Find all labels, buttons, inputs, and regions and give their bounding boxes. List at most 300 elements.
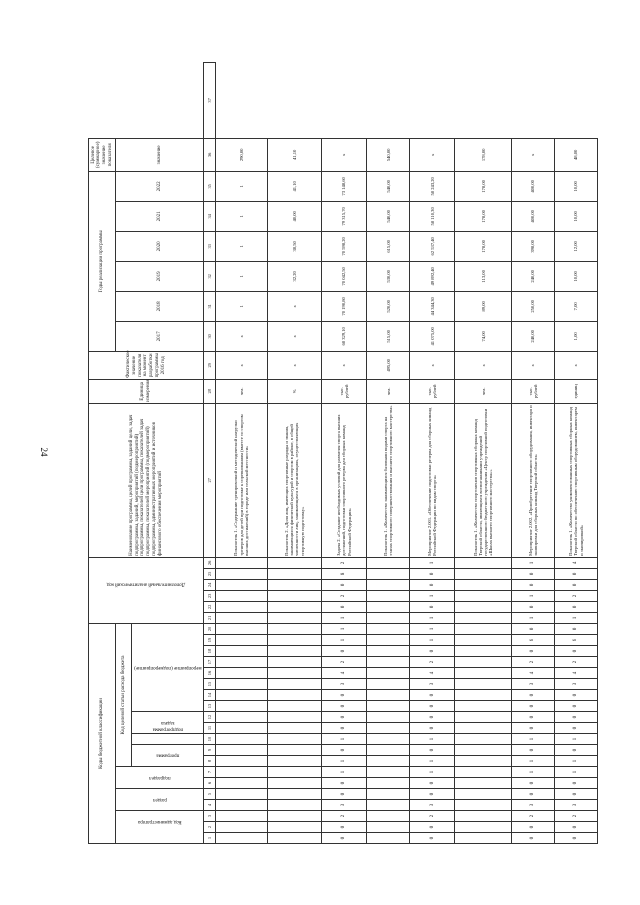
code-digit	[215, 657, 267, 668]
header-event-text: мероприятие (подмероприятие)	[133, 665, 202, 671]
code-digit	[455, 745, 512, 756]
code-digit: 1	[554, 612, 597, 623]
code-digit: 0	[410, 701, 455, 712]
year-value: х	[267, 291, 321, 321]
code-digit: 0	[321, 789, 366, 800]
code-digit	[455, 756, 512, 767]
column-number: 15	[204, 679, 215, 690]
code-digit	[215, 756, 267, 767]
target-value: 48,00	[554, 138, 597, 171]
year-value: 73 148,60	[321, 171, 366, 201]
year-value: 10,00	[554, 201, 597, 231]
year-value: 1	[215, 231, 267, 261]
code-digit: 1	[410, 756, 455, 767]
target-value: 540,00	[367, 138, 410, 171]
code-digit	[267, 701, 321, 712]
year-value: 40,00	[267, 201, 321, 231]
base-value: х	[215, 351, 267, 379]
code-digit	[267, 767, 321, 778]
base-value: х	[410, 351, 455, 379]
code-digit	[367, 679, 410, 690]
year-value: 44 344,30	[410, 291, 455, 321]
code-digit	[455, 690, 512, 701]
code-digit	[455, 679, 512, 690]
code-digit: 0	[511, 579, 554, 590]
column-number: 20	[204, 623, 215, 634]
code-digit: 1	[410, 557, 455, 568]
code-digit	[455, 767, 512, 778]
column-number: 9	[204, 745, 215, 756]
code-digit	[215, 635, 267, 646]
year-value: 79 315,70	[321, 201, 366, 231]
code-digit: 4	[321, 668, 366, 679]
code-digit	[367, 822, 410, 833]
code-digit	[455, 723, 512, 734]
year-value: 10,00	[554, 171, 597, 201]
code-digit	[215, 734, 267, 745]
code-digit	[267, 778, 321, 789]
year-value: 240,00	[511, 261, 554, 291]
column-number: 8	[204, 756, 215, 767]
year-value: 74,00	[455, 321, 512, 351]
column-number: 37	[204, 63, 215, 139]
year-value: 398,00	[511, 231, 554, 261]
code-digit: 0	[511, 712, 554, 723]
code-digit	[215, 789, 267, 800]
column-number: 14	[204, 690, 215, 701]
code-digit: 0	[410, 568, 455, 579]
target-value: х	[321, 138, 366, 171]
column-number: 6	[204, 778, 215, 789]
code-digit	[215, 612, 267, 623]
indicator-name: Показатель 1. «Количество занимающихся базовыми видами спорта на этапах спортивного совершенствования и высшего спортивного мастерства»	[367, 403, 410, 557]
column-number: 16	[204, 668, 215, 679]
code-digit: 3	[511, 679, 554, 690]
base-value: 495,00	[367, 351, 410, 379]
code-digit: 2	[554, 590, 597, 601]
code-digit	[267, 646, 321, 657]
column-number: 7	[204, 767, 215, 778]
column-number: 24	[204, 579, 215, 590]
code-digit: 0	[554, 822, 597, 833]
header-target-article: Код целевой статьи расхода бюджета	[116, 623, 132, 766]
header-base-value: Фактическое значение показателя на момент разработки программы 2016 год	[89, 351, 204, 379]
code-digit: 1	[410, 635, 455, 646]
code-digit	[455, 734, 512, 745]
code-digit: 0	[554, 568, 597, 579]
code-digit	[267, 679, 321, 690]
code-digit: 0	[321, 579, 366, 590]
base-value: х	[554, 351, 597, 379]
year-value: 7,00	[554, 291, 597, 321]
code-digit	[267, 756, 321, 767]
header-section	[116, 789, 204, 811]
code-digit: 2	[410, 657, 455, 668]
column-number: 29	[204, 351, 215, 379]
code-digit	[267, 723, 321, 734]
code-digit	[215, 557, 267, 568]
year-value: 38,50	[267, 231, 321, 261]
code-digit	[215, 723, 267, 734]
code-digit: 0	[321, 601, 366, 612]
table-row	[455, 63, 512, 844]
code-digit	[215, 701, 267, 712]
code-digit	[367, 833, 410, 844]
code-digit: 0	[321, 778, 366, 789]
unit: единиц	[554, 379, 597, 403]
indicator-name: Показатель 2. «Доля лиц, имеющих спортивные разряды и звания, занимающихся физической культурой и спортом в районе, в общей численности лиц, занимающихся в организациях, осуществляющих спортивную подготовку»	[267, 403, 321, 557]
code-digit: 0	[554, 601, 597, 612]
code-digit	[367, 800, 410, 811]
code-digit: 0	[554, 579, 597, 590]
column-number: 2	[204, 822, 215, 833]
year-value: х	[267, 321, 321, 351]
table-row	[215, 63, 267, 844]
column-number: 36	[204, 138, 215, 171]
code-digit	[215, 690, 267, 701]
code-digit: 1	[511, 612, 554, 623]
year-value: 49 892,40	[410, 261, 455, 291]
code-digit: 0	[554, 646, 597, 657]
code-digit: 1	[321, 612, 366, 623]
header-analytic-code-text: Дополнительный аналитический код	[106, 581, 186, 587]
unit: %	[267, 379, 321, 403]
header-event	[131, 623, 203, 711]
code-digit: 1	[321, 734, 366, 745]
year-value: 515,00	[367, 321, 410, 351]
header-program	[131, 745, 203, 767]
code-digit: 0	[511, 822, 554, 833]
column-number: 33	[204, 231, 215, 261]
year-value: 89,00	[455, 291, 512, 321]
column-number: 18	[204, 646, 215, 657]
code-digit	[367, 579, 410, 590]
code-digit	[367, 601, 410, 612]
code-digit: 0	[554, 623, 597, 634]
code-digit	[455, 712, 512, 723]
year-value: 1,00	[554, 321, 597, 351]
program-table	[88, 62, 598, 844]
code-digit	[267, 590, 321, 601]
code-digit: 1	[554, 756, 597, 767]
indicator-name: Показатель 1. «Содержание тренировочной и методической нагрузки тренеров для детей при подготовке к соревнованиям (вместе со спортом высших достижений) в городе или сельской местности»	[215, 403, 267, 557]
header-year-2: 2018	[116, 291, 204, 321]
code-digit	[367, 657, 410, 668]
column-number: 32	[204, 261, 215, 291]
column-number: 27	[204, 403, 215, 557]
indicator-name: Мероприятие 2.002. «Приобретение спортивного оборудования, инвентаря и экипировки для сборных команд Тверской области»	[511, 403, 554, 557]
header-year-5: 2021	[116, 201, 204, 231]
code-digit	[367, 701, 410, 712]
header-year-6: 2022	[116, 171, 204, 201]
code-digit	[367, 745, 410, 756]
code-digit: 3	[321, 800, 366, 811]
year-value: 1	[215, 171, 267, 201]
unit: тыс. рублей	[321, 379, 366, 403]
year-value: 178,00	[455, 231, 512, 261]
code-digit: 6	[511, 635, 554, 646]
code-digit: 0	[410, 745, 455, 756]
column-number: 13	[204, 701, 215, 712]
code-digit: 0	[511, 623, 554, 634]
target-value: 290,00	[215, 138, 267, 171]
column-number: 17	[204, 657, 215, 668]
header-year-4: 2020	[116, 231, 204, 261]
code-digit	[455, 579, 512, 590]
target-value: х	[410, 138, 455, 171]
header-program-text: программа	[156, 752, 180, 758]
year-value: 58 110,30	[410, 201, 455, 231]
code-digit: 2	[554, 657, 597, 668]
code-digit: 0	[410, 833, 455, 844]
code-digit: 0	[511, 789, 554, 800]
code-digit	[455, 635, 512, 646]
code-digit	[367, 734, 410, 745]
header-task-text: задача	[160, 720, 175, 726]
year-value: 540,00	[367, 171, 410, 201]
table-row	[367, 63, 410, 844]
code-digit: 6	[554, 635, 597, 646]
code-digit	[267, 690, 321, 701]
header-subprogram	[131, 726, 203, 745]
code-digit	[267, 800, 321, 811]
base-value: х	[267, 351, 321, 379]
code-digit	[367, 690, 410, 701]
header-result-value: значение	[116, 138, 204, 171]
code-digit	[455, 568, 512, 579]
code-digit	[215, 668, 267, 679]
code-digit: 1	[511, 557, 554, 568]
code-digit	[267, 635, 321, 646]
year-value: 1	[215, 201, 267, 231]
code-digit	[215, 568, 267, 579]
year-value: 32,20	[267, 261, 321, 291]
code-digit: 2	[554, 811, 597, 822]
code-digit	[215, 778, 267, 789]
code-digit: 4	[554, 668, 597, 679]
base-value: х	[455, 351, 512, 379]
code-digit: 2	[511, 657, 554, 668]
unit: чел.	[367, 379, 410, 403]
code-digit	[215, 833, 267, 844]
indicator-name: Показатель 1. «Количество спортсменов спортивных сборных команд Тверской области, являющихся воспитанниками учреждений государственного бюджетного учреждения «Центр спортивной подготовки «Школа высшего спортивного мастерства»»	[455, 403, 512, 557]
code-digit: 2	[321, 557, 366, 568]
code-digit	[215, 646, 267, 657]
year-value: 58 243,20	[410, 171, 455, 201]
code-digit	[455, 811, 512, 822]
target-value: 178,00	[455, 138, 512, 171]
code-digit	[455, 623, 512, 634]
year-value: 178,00	[455, 171, 512, 201]
header-name: Наименование программы, целей программы, заданий цели, задач подпрограммы, заданий, мероприятий (подмероприятий) подпрограммы, показателей цели программы, показателей задач подпрограммы, показателей мероприятий (подмероприятий) подпрограммы, административных мероприятий и источников финансового обеспечения мероприятий	[89, 403, 204, 557]
code-digit	[455, 557, 512, 568]
code-digit	[267, 612, 321, 623]
code-digit: 3	[511, 800, 554, 811]
code-digit: 0	[511, 778, 554, 789]
code-digit: 1	[321, 635, 366, 646]
base-value: х	[511, 351, 554, 379]
year-value: 10,00	[554, 261, 597, 291]
code-digit: 3	[554, 679, 597, 690]
year-value: х	[215, 321, 267, 351]
code-digit: 2	[321, 811, 366, 822]
code-digit: 4	[410, 668, 455, 679]
code-digit	[215, 601, 267, 612]
target-value: х	[511, 138, 554, 171]
code-digit: 1	[554, 767, 597, 778]
indicator-name: Показатель 1. «Количество укомплектованных спортивных сборных команд Тверской области по обеспечению спортивным оборудованием, инвентарем и экипировкой»	[554, 403, 597, 557]
target-value: 41,10	[267, 138, 321, 171]
code-digit	[267, 712, 321, 723]
column-number: 34	[204, 201, 215, 231]
year-value: 41 075,00	[410, 321, 455, 351]
code-digit: 4	[511, 668, 554, 679]
table-row	[204, 63, 215, 844]
year-value: 70 598,20	[321, 231, 366, 261]
unit: чел.	[215, 379, 267, 403]
code-digit: 0	[410, 723, 455, 734]
column-number: 11	[204, 723, 215, 734]
header-analytic-code	[89, 557, 204, 623]
code-digit	[267, 601, 321, 612]
column-number: 30	[204, 321, 215, 351]
header-budget-codes: Коды бюджетной классификации	[89, 623, 116, 843]
header-year-1: 2017	[116, 321, 204, 351]
code-digit	[367, 612, 410, 623]
code-digit: 1	[511, 590, 554, 601]
unit: тыс. рублей	[410, 379, 455, 403]
code-digit	[215, 811, 267, 822]
code-digit	[215, 579, 267, 590]
code-digit	[367, 767, 410, 778]
code-digit	[267, 568, 321, 579]
code-digit	[215, 767, 267, 778]
code-digit: 0	[554, 712, 597, 723]
code-digit	[215, 822, 267, 833]
code-digit	[455, 833, 512, 844]
column-number: 26	[204, 557, 215, 568]
table-row	[89, 63, 116, 844]
code-digit: 0	[511, 690, 554, 701]
code-digit	[267, 789, 321, 800]
code-digit: 1	[410, 734, 455, 745]
code-digit: 0	[511, 833, 554, 844]
code-digit: 0	[321, 723, 366, 734]
code-digit: 0	[321, 690, 366, 701]
code-digit	[367, 557, 410, 568]
code-digit: 8	[321, 568, 366, 579]
code-digit	[367, 712, 410, 723]
table-row	[321, 63, 366, 844]
header-subsection	[116, 767, 204, 789]
column-number: 23	[204, 590, 215, 601]
column-number: 22	[204, 601, 215, 612]
code-digit	[267, 833, 321, 844]
code-digit: 0	[554, 723, 597, 734]
code-digit: 0	[554, 833, 597, 844]
code-digit: 0	[511, 701, 554, 712]
code-digit	[367, 590, 410, 601]
code-digit	[367, 635, 410, 646]
code-digit: 0	[554, 701, 597, 712]
code-digit	[267, 822, 321, 833]
code-digit	[367, 646, 410, 657]
year-value: 178,00	[455, 201, 512, 231]
code-digit	[455, 612, 512, 623]
code-digit: 0	[511, 723, 554, 734]
unit: тыс. рублей	[511, 379, 554, 403]
code-digit	[215, 712, 267, 723]
code-digit: 0	[410, 778, 455, 789]
code-digit	[215, 623, 267, 634]
column-number: 19	[204, 635, 215, 646]
code-digit	[455, 668, 512, 679]
code-digit	[267, 745, 321, 756]
table-row	[554, 63, 597, 844]
code-digit: 0	[321, 646, 366, 657]
code-digit: 0	[321, 712, 366, 723]
header-unit: Единица измерения	[89, 379, 204, 403]
code-digit: 3	[554, 800, 597, 811]
code-digit: 0	[410, 690, 455, 701]
header-section-text: раздел	[152, 797, 167, 803]
year-value: 62 537,40	[410, 231, 455, 261]
code-digit: 0	[511, 601, 554, 612]
code-digit: 0	[410, 601, 455, 612]
column-number: 21	[204, 612, 215, 623]
code-digit: 1	[410, 767, 455, 778]
code-digit: 0	[321, 822, 366, 833]
year-value: 250,00	[511, 291, 554, 321]
code-digit: 1	[321, 623, 366, 634]
code-digit: 2	[511, 811, 554, 822]
page-number: 24	[39, 447, 49, 457]
code-digit	[267, 623, 321, 634]
year-value: 41,10	[267, 171, 321, 201]
year-value: 70 190,80	[321, 291, 366, 321]
code-digit: 0	[410, 646, 455, 657]
code-digit: 3	[410, 679, 455, 690]
code-digit: 1	[410, 590, 455, 601]
year-value: 400,00	[511, 171, 554, 201]
column-number: 12	[204, 712, 215, 723]
code-digit: 1	[321, 756, 366, 767]
year-value: 400,00	[511, 201, 554, 231]
code-digit: 0	[511, 745, 554, 756]
code-digit	[215, 590, 267, 601]
code-digit: 0	[554, 745, 597, 756]
code-digit	[455, 657, 512, 668]
code-digit: 0	[410, 789, 455, 800]
year-value: 113,00	[455, 261, 512, 291]
code-digit: 4	[554, 557, 597, 568]
header-subsection-text: подраздел	[149, 775, 171, 781]
code-digit: 1	[321, 767, 366, 778]
column-number: 25	[204, 568, 215, 579]
code-digit	[267, 579, 321, 590]
code-digit	[267, 668, 321, 679]
column-number: 31	[204, 291, 215, 321]
code-digit: 1	[511, 756, 554, 767]
year-value: 615,00	[367, 231, 410, 261]
code-digit	[267, 557, 321, 568]
code-digit	[267, 657, 321, 668]
code-digit: 0	[321, 701, 366, 712]
year-value: 1	[215, 261, 267, 291]
year-value: 1	[215, 291, 267, 321]
code-digit	[367, 668, 410, 679]
header-year-3: 2019	[116, 261, 204, 291]
